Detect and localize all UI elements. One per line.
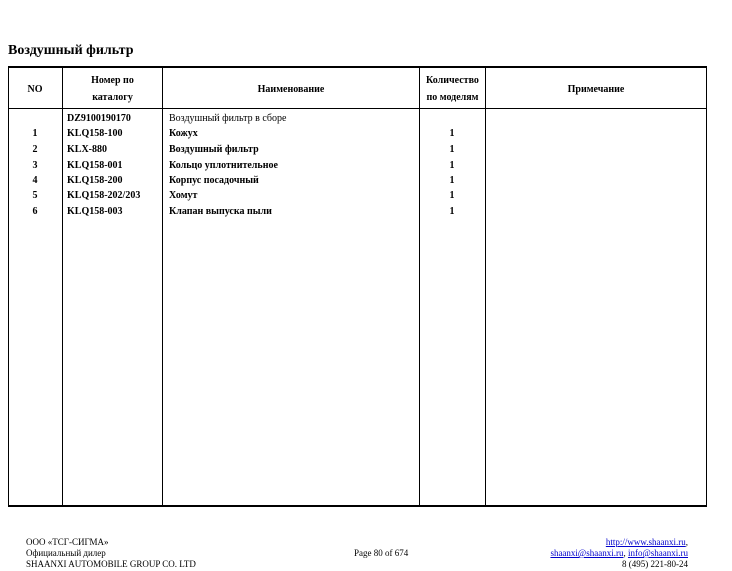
header-qty-line2: по моделям bbox=[426, 92, 479, 103]
cell-no: 3 bbox=[32, 160, 38, 171]
table-row bbox=[8, 188, 707, 204]
footer-company-name: ООО «ТСГ-СИГМА» bbox=[26, 537, 109, 547]
footer-phone: 8 (495) 221-80-24 bbox=[622, 559, 688, 569]
page-number: Page 80 of 674 bbox=[354, 548, 409, 558]
cell-catalog: KLQ158-200 bbox=[67, 175, 123, 186]
cell-name: Воздушный фильтр bbox=[169, 144, 259, 155]
footer-company bbox=[26, 537, 196, 570]
table-row bbox=[8, 158, 707, 174]
header-note: Примечание bbox=[567, 83, 625, 95]
header-qty bbox=[420, 70, 485, 108]
table-row bbox=[8, 173, 707, 189]
website-link[interactable]: http://www.shaanxi.ru bbox=[605, 537, 686, 547]
table-row bbox=[8, 126, 707, 142]
cell-catalog: KLQ158-001 bbox=[67, 160, 123, 171]
footer-contacts: http://www.shaanxi.ru, shaanxi@shaanxi.ru, info@shaanxi.ru 8 (495) 221-80-24 bbox=[550, 537, 688, 569]
header-catalog bbox=[63, 70, 162, 108]
footer-dealer: Официальный дилер bbox=[26, 548, 106, 558]
cell-name: Кольцо уплотнительное bbox=[169, 160, 278, 171]
cell-qty: 1 bbox=[449, 160, 455, 171]
cell-catalog: KLQ158-202/203 bbox=[67, 190, 141, 201]
cell-name: Клапан выпуска пыли bbox=[169, 206, 272, 217]
cell-catalog: DZ9100190170 bbox=[67, 113, 131, 124]
cell-catalog: KLQ158-100 bbox=[67, 128, 123, 139]
table-row bbox=[8, 204, 707, 220]
cell-name: Хомут bbox=[169, 190, 198, 201]
cell-no: 4 bbox=[32, 175, 38, 186]
parts-table bbox=[8, 66, 707, 507]
table-top-border bbox=[8, 66, 707, 68]
email-link-info[interactable]: info@shaanxi.ru bbox=[627, 548, 688, 558]
cell-name: Корпус посадочный bbox=[169, 175, 259, 186]
cell-qty: 1 bbox=[449, 190, 455, 201]
page-title: Воздушный фильтр bbox=[8, 43, 134, 58]
cell-qty: 1 bbox=[449, 128, 455, 139]
header-name: Наименование bbox=[257, 83, 325, 95]
cell-no: 2 bbox=[32, 144, 38, 155]
cell-no: 5 bbox=[32, 190, 38, 201]
header-catalog-line2: каталогу bbox=[92, 92, 133, 103]
cell-qty: 1 bbox=[449, 206, 455, 217]
cell-no: 1 bbox=[32, 128, 38, 139]
header-qty-line1: Количество bbox=[426, 75, 479, 86]
cell-catalog: KLX-880 bbox=[67, 144, 107, 155]
cell-no: 6 bbox=[32, 206, 38, 217]
header-no: NO bbox=[27, 83, 43, 95]
cell-catalog: KLQ158-003 bbox=[67, 206, 123, 217]
header-catalog-line1: Номер по bbox=[91, 75, 134, 86]
table-row bbox=[8, 142, 707, 158]
table-bottom-border bbox=[8, 505, 707, 507]
footer-group: SHAANXI AUTOMOBILE GROUP CO. LTD bbox=[26, 559, 196, 569]
cell-qty: 1 bbox=[449, 175, 455, 186]
header-bottom-border bbox=[8, 108, 707, 109]
cell-name: Кожух bbox=[169, 128, 198, 139]
email-link-shaanxi[interactable]: shaanxi@shaanxi.ru bbox=[550, 548, 624, 558]
table-row bbox=[8, 111, 707, 127]
cell-qty: 1 bbox=[449, 144, 455, 155]
cell-name: Воздушный фильтр в сборе bbox=[169, 113, 287, 124]
